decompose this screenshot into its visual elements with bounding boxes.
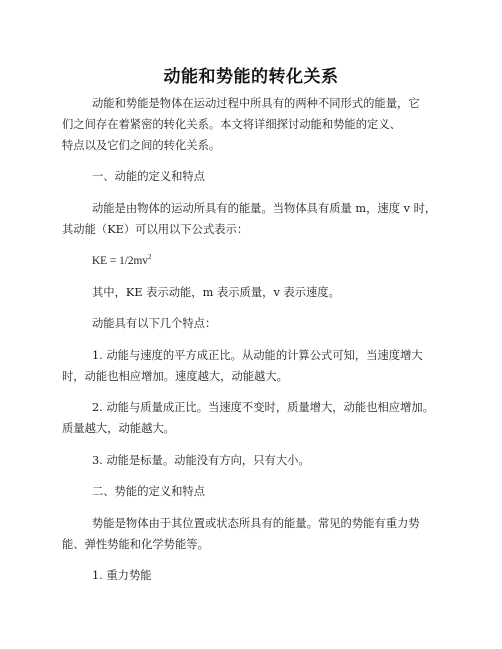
paragraph-line: 动能和势能是物体在运动过程中所具有的两种不同形式的能量，它 xyxy=(92,97,420,110)
formula-text: KE = 1/2mv xyxy=(92,255,148,267)
subsection-heading: 1. 重力势能 xyxy=(92,569,152,582)
paragraph-line: 动能是由物体的运动所具有的能量。当物体具有质量 m，速度 v 时， xyxy=(92,202,437,215)
list-item-line: 1. 动能与速度的平方成正比。从动能的计算公式可知，当速度增大 xyxy=(92,349,423,362)
section-heading: 一、动能的定义和特点 xyxy=(92,170,205,183)
list-item-line: 质量越大，动能越大。 xyxy=(62,422,175,435)
list-item-line: 3. 动能是标量。动能没有方向，只有大小。 xyxy=(92,454,310,467)
paragraph-line: 能、弹性势能和化学势能等。 xyxy=(62,538,209,551)
section-heading: 二、势能的定义和特点 xyxy=(92,485,205,498)
paragraph-line: 势能是物体由于其位置或状态所具有的能量。常见的势能有重力势 xyxy=(92,517,420,530)
document-title: 动能和势能的转化关系 xyxy=(163,67,339,87)
formula-superscript: 2 xyxy=(147,253,152,262)
list-item-line: 2. 动能与质量成正比。当速度不变时，质量增大，动能也相应增加。 xyxy=(92,401,434,414)
paragraph-line: 特点以及它们之间的转化关系。 xyxy=(62,139,221,152)
formula xyxy=(92,253,151,269)
paragraph-line: 们之间存在着紧密的转化关系。本文将详细探讨动能和势能的定义、 xyxy=(62,118,401,131)
paragraph-line: 其中，KE 表示动能，m 表示质量，v 表示速度。 xyxy=(92,286,340,299)
list-item-line: 时，动能也相应增加。速度越大，动能越大。 xyxy=(62,370,288,383)
paragraph-line: 其动能（KE）可以用以下公式表示： xyxy=(62,223,249,236)
paragraph-line: 动能具有以下几个特点： xyxy=(92,317,217,330)
